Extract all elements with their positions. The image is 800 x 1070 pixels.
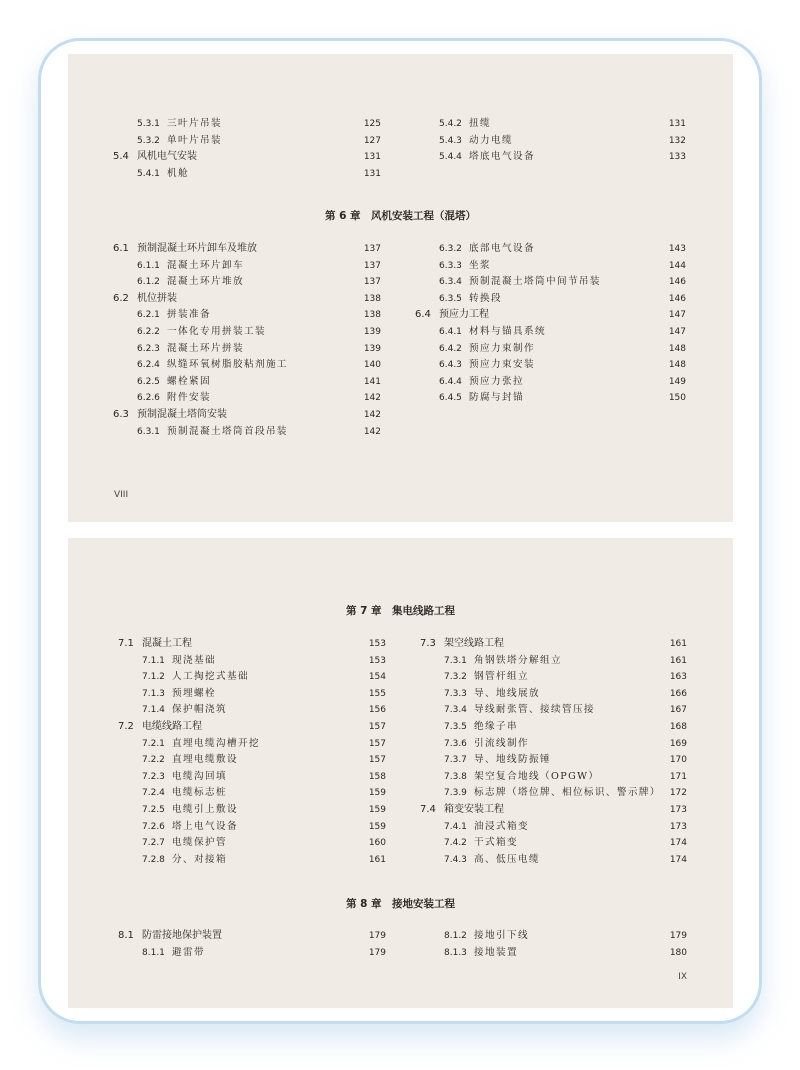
toc-entry-page: 131	[363, 168, 381, 179]
toc-entry-page: 156	[368, 705, 386, 716]
toc-entry-page: 144	[668, 260, 686, 271]
toc-entry-title: 风机电气安装	[137, 151, 197, 163]
toc-section-entry[interactable]	[113, 149, 381, 166]
toc-entry-number: 5.4.3	[439, 135, 462, 146]
toc-entry-title: 绝缘子串	[474, 720, 518, 732]
page-number: VIII	[114, 490, 129, 500]
toc-column-ch6-left	[113, 241, 381, 440]
toc-subsection-entry[interactable]	[420, 852, 687, 869]
toc-subsection-entry[interactable]	[415, 374, 686, 391]
toc-subsection-entry[interactable]	[118, 702, 386, 719]
toc-subsection-entry[interactable]	[113, 424, 381, 441]
toc-entry-title: 电缆线路工程	[142, 720, 202, 732]
toc-entry-title: 避雷带	[172, 946, 205, 958]
toc-entry-title: 直埋电缆沟槽开挖	[172, 737, 260, 749]
toc-entry-number: 7.3.9	[444, 788, 467, 799]
toc-entry-title: 转换段	[469, 292, 502, 304]
toc-subsection-entry[interactable]	[420, 702, 687, 719]
toc-subsection-entry[interactable]	[118, 736, 386, 753]
toc-entry-number: 6.3.1	[137, 426, 160, 437]
toc-entry-title: 预应力张拉	[469, 375, 524, 387]
toc-section-entry[interactable]	[113, 291, 381, 308]
toc-subsection-entry[interactable]	[420, 945, 687, 962]
toc-entry-page: 150	[668, 393, 686, 404]
toc-section-entry[interactable]	[113, 407, 381, 424]
toc-entry-title: 预埋螺栓	[172, 687, 216, 699]
toc-entry-title: 预制混凝土塔筒首段吊装	[167, 425, 288, 437]
toc-entry-title: 附件安装	[167, 392, 211, 404]
toc-entry-page: 142	[363, 393, 381, 404]
toc-entry-number: 7.2.5	[142, 804, 165, 815]
toc-entry-number: 5.3.1	[137, 119, 160, 129]
toc-entry-title: 单叶片吊装	[167, 134, 222, 146]
toc-entry-page: 171	[669, 771, 687, 782]
toc-entry-page: 153	[368, 639, 386, 649]
toc-entry-number: 6.2.6	[137, 393, 160, 404]
toc-entry-page: 155	[368, 688, 386, 699]
toc-entry-title: 防雷接地保护装置	[142, 930, 222, 941]
toc-entry-title: 底部电气设备	[469, 243, 535, 254]
toc-subsection-entry[interactable]	[415, 133, 686, 150]
toc-entry-number: 7.1.1	[142, 655, 165, 666]
toc-subsection-entry[interactable]	[420, 719, 687, 736]
toc-entry-title: 电缆沟回填	[172, 770, 227, 782]
toc-column-ch8-right	[420, 928, 687, 961]
toc-subsection-entry[interactable]	[415, 324, 686, 341]
toc-entry-number: 7.2.7	[142, 838, 165, 849]
toc-entry-number: 8.1.2	[444, 931, 467, 941]
toc-entry-title: 导、地线展放	[474, 687, 540, 699]
toc-subsection-entry[interactable]	[113, 324, 381, 341]
toc-section-entry[interactable]	[420, 636, 687, 653]
toc-entry-number: 8.1.1	[142, 947, 165, 958]
toc-entry-title: 预应力工程	[439, 309, 489, 321]
toc-subsection-entry[interactable]	[415, 149, 686, 166]
toc-entry-number: 7.3	[420, 638, 436, 649]
toc-entry-page: 148	[668, 343, 686, 354]
toc-entry-title: 机位拼装	[137, 292, 177, 304]
toc-entry-number: 6.4.3	[439, 360, 462, 371]
toc-entry-page: 139	[363, 326, 381, 337]
toc-subsection-entry[interactable]	[415, 341, 686, 358]
toc-entry-title: 预应力束安装	[469, 359, 535, 371]
toc-subsection-entry[interactable]	[113, 341, 381, 358]
toc-entry-number: 7.3.3	[444, 688, 467, 699]
toc-entry-number: 7.3.6	[444, 738, 467, 749]
toc-entry-page: 159	[368, 804, 386, 815]
toc-subsection-entry[interactable]	[415, 390, 686, 407]
chapter-7-heading: 第 7 章 集电线路工程	[345, 605, 456, 617]
toc-section-entry[interactable]	[113, 241, 381, 258]
toc-entry-title: 电缆保护管	[172, 837, 227, 849]
toc-entry-page: 160	[368, 838, 386, 849]
toc-entry-number: 6.1.1	[137, 260, 160, 271]
toc-subsection-entry[interactable]	[113, 374, 381, 391]
toc-entry-title: 一体化专用拼装工装	[167, 325, 266, 337]
toc-entry-page: 142	[363, 426, 381, 437]
toc-subsection-entry[interactable]	[420, 736, 687, 753]
toc-entry-title: 高、低压电缆	[474, 853, 540, 865]
toc-entry-title: 塔上电气设备	[172, 820, 238, 832]
toc-subsection-entry[interactable]	[118, 785, 386, 802]
toc-subsection-entry[interactable]	[118, 769, 386, 786]
toc-section-entry[interactable]	[118, 719, 386, 736]
toc-entry-title: 接地装置	[474, 946, 518, 958]
toc-entry-number: 6.3.3	[439, 260, 462, 271]
toc-entry-page: 147	[668, 326, 686, 337]
toc-entry-page: 172	[669, 788, 687, 799]
toc-page-viii	[68, 54, 733, 522]
toc-entry-number: 7.3.2	[444, 672, 467, 683]
toc-entry-number: 7.1.3	[142, 688, 165, 699]
toc-column-top-left	[113, 116, 381, 182]
toc-entry-page: 179	[368, 931, 386, 941]
toc-entry-title: 导线耐张管、接续管压接	[474, 704, 595, 716]
toc-subsection-entry[interactable]	[420, 669, 687, 686]
toc-entry-page: 137	[363, 244, 381, 254]
toc-entry-number: 6.2.5	[137, 376, 160, 387]
toc-entry-number: 8.1.3	[444, 947, 467, 958]
toc-entry-number: 6.4.4	[439, 376, 462, 387]
toc-subsection-entry[interactable]	[420, 686, 687, 703]
toc-entry-page: 163	[669, 672, 687, 683]
toc-entry-number: 6.2.3	[137, 343, 160, 354]
toc-entry-title: 扭缆	[469, 118, 491, 129]
toc-entry-title: 防腐与封锚	[469, 392, 524, 404]
toc-subsection-entry[interactable]	[420, 653, 687, 670]
toc-entry-number: 5.4.2	[439, 119, 462, 129]
toc-entry-title: 角钢铁塔分解组立	[474, 654, 562, 666]
toc-entry-title: 钢管杆组立	[474, 671, 529, 683]
toc-subsection-entry[interactable]	[118, 669, 386, 686]
toc-entry-page: 142	[363, 409, 381, 420]
toc-entry-number: 6.3.5	[439, 293, 462, 304]
toc-entry-page: 131	[668, 119, 686, 129]
toc-entry-title: 材料与锚具系统	[469, 325, 546, 337]
toc-entry-page: 149	[668, 376, 686, 387]
toc-column-ch8-left	[118, 928, 386, 961]
toc-subsection-entry[interactable]	[118, 945, 386, 962]
toc-entry-page: 168	[669, 721, 687, 732]
toc-entry-page: 166	[669, 688, 687, 699]
toc-entry-number: 7.1.2	[142, 672, 165, 683]
toc-entry-title: 人工掏挖式基础	[172, 671, 249, 683]
toc-entry-page: 179	[368, 947, 386, 958]
toc-entry-page: 167	[669, 705, 687, 716]
toc-subsection-entry[interactable]	[118, 835, 386, 852]
toc-entry-title: 拼装准备	[167, 309, 211, 321]
toc-entry-page: 161	[669, 639, 687, 649]
toc-subsection-entry[interactable]	[118, 852, 386, 869]
toc-entry-title: 混凝土工程	[142, 638, 192, 649]
toc-entry-number: 6.2.2	[137, 326, 160, 337]
toc-entry-title: 现浇基础	[172, 654, 216, 666]
toc-entry-page: 143	[668, 244, 686, 254]
toc-entry-number: 7.3.5	[444, 721, 467, 732]
toc-entry-page: 174	[669, 838, 687, 849]
toc-entry-number: 5.4.1	[137, 168, 160, 179]
toc-entry-page: 157	[368, 721, 386, 732]
toc-subsection-entry[interactable]	[415, 357, 686, 374]
toc-entry-number: 8.1	[118, 930, 134, 941]
toc-entry-number: 7.3.1	[444, 655, 467, 666]
toc-entry-page: 132	[668, 135, 686, 146]
toc-entry-title: 箱变安装工程	[444, 803, 504, 815]
toc-entry-number: 6.4.1	[439, 326, 462, 337]
toc-entry-number: 6.2.4	[137, 360, 160, 371]
toc-subsection-entry[interactable]	[415, 291, 686, 308]
toc-entry-number: 7.3.8	[444, 771, 467, 782]
toc-section-entry[interactable]	[118, 928, 386, 945]
toc-entry-page: 137	[363, 277, 381, 288]
toc-entry-page: 169	[669, 738, 687, 749]
toc-entry-title: 塔底电气设备	[469, 151, 535, 163]
toc-entry-number: 5.4	[113, 151, 129, 163]
toc-entry-page: 159	[368, 821, 386, 832]
toc-entry-page: 157	[368, 738, 386, 749]
toc-entry-number: 7.2.6	[142, 821, 165, 832]
toc-entry-title: 坐浆	[469, 259, 491, 271]
toc-subsection-entry[interactable]	[420, 928, 687, 945]
toc-entry-number: 7.4.1	[444, 821, 467, 832]
toc-entry-page: 133	[668, 152, 686, 163]
toc-subsection-entry[interactable]	[118, 653, 386, 670]
toc-entry-page: 159	[368, 788, 386, 799]
toc-entry-number: 6.3.4	[439, 277, 462, 288]
toc-entry-title: 架空线路工程	[444, 638, 504, 649]
toc-page-ix	[68, 538, 733, 1008]
toc-subsection-entry[interactable]	[113, 116, 381, 133]
toc-entry-title: 保护帽浇筑	[172, 704, 227, 716]
toc-entry-number: 5.3.2	[137, 135, 160, 146]
toc-entry-title: 预制混凝土环片卸车及堆放	[137, 243, 257, 254]
toc-entry-page: 131	[363, 152, 381, 163]
toc-section-entry[interactable]	[415, 307, 686, 324]
toc-entry-title: 纵缝环氧树脂胶粘剂施工	[167, 359, 288, 371]
toc-entry-title: 引流线制作	[474, 737, 529, 749]
toc-subsection-entry[interactable]	[118, 802, 386, 819]
toc-subsection-entry[interactable]	[415, 258, 686, 275]
toc-entry-number: 7.2.4	[142, 788, 165, 799]
toc-entry-title: 电缆标志桩	[172, 787, 227, 799]
toc-entry-number: 7.4.3	[444, 854, 467, 865]
toc-entry-page: 148	[668, 360, 686, 371]
toc-entry-page: 180	[669, 947, 687, 958]
toc-entry-page: 147	[668, 310, 686, 321]
toc-entry-page: 138	[363, 293, 381, 304]
toc-entry-page: 158	[368, 771, 386, 782]
toc-entry-number: 7.2	[118, 720, 134, 732]
toc-entry-page: 179	[669, 931, 687, 941]
toc-column-top-right	[415, 116, 686, 166]
toc-entry-page: 138	[363, 310, 381, 321]
toc-subsection-entry[interactable]	[420, 752, 687, 769]
toc-entry-title: 混凝土环片拼装	[167, 342, 244, 354]
toc-entry-page: 161	[368, 854, 386, 865]
toc-entry-page: 173	[669, 804, 687, 815]
toc-entry-number: 7.2.3	[142, 771, 165, 782]
toc-subsection-entry[interactable]	[420, 785, 687, 802]
toc-entry-title: 机舱	[167, 167, 189, 179]
toc-subsection-entry[interactable]	[118, 752, 386, 769]
toc-subsection-entry[interactable]	[113, 258, 381, 275]
toc-entry-number: 6.1	[113, 243, 129, 254]
toc-column-ch7-left	[118, 636, 386, 868]
toc-entry-number: 7.2.8	[142, 854, 165, 865]
toc-entry-title: 架空复合地线（OPGW）	[474, 770, 600, 782]
toc-entry-page: 173	[669, 821, 687, 832]
toc-entry-title: 动力电缆	[469, 134, 513, 146]
toc-entry-title: 接地引下线	[474, 930, 529, 941]
toc-entry-number: 7.2.1	[142, 738, 165, 749]
toc-entry-number: 5.4.4	[439, 152, 462, 163]
toc-entry-number: 6.2	[113, 292, 129, 304]
toc-entry-title: 标志牌（塔位牌、相位标识、警示牌）	[474, 787, 661, 799]
toc-subsection-entry[interactable]	[118, 686, 386, 703]
toc-entry-page: 174	[669, 854, 687, 865]
toc-subsection-entry[interactable]	[420, 835, 687, 852]
toc-subsection-entry[interactable]	[415, 241, 686, 258]
toc-subsection-entry[interactable]	[415, 274, 686, 291]
toc-subsection-entry[interactable]	[420, 769, 687, 786]
toc-entry-title: 导、地线防振锤	[474, 754, 551, 766]
toc-subsection-entry[interactable]	[113, 274, 381, 291]
toc-entry-number: 7.3.7	[444, 755, 467, 766]
toc-entry-page: 146	[668, 293, 686, 304]
toc-entry-title: 混凝土环片堆放	[167, 276, 244, 288]
toc-entry-number: 6.2.1	[137, 310, 160, 321]
toc-subsection-entry[interactable]	[113, 390, 381, 407]
toc-entry-number: 7.4.2	[444, 838, 467, 849]
page-number: IX	[678, 972, 687, 982]
toc-entry-page: 157	[368, 755, 386, 766]
toc-section-entry[interactable]	[118, 636, 386, 653]
toc-entry-number: 6.4	[415, 309, 431, 321]
toc-subsection-entry[interactable]	[118, 819, 386, 836]
toc-entry-title: 直埋电缆敷设	[172, 754, 238, 766]
toc-entry-page: 146	[668, 277, 686, 288]
toc-entry-page: 153	[368, 655, 386, 666]
toc-entry-number: 6.4.5	[439, 393, 462, 404]
toc-subsection-entry[interactable]	[113, 166, 381, 183]
toc-entry-number: 7.1.4	[142, 705, 165, 716]
toc-entry-page: 140	[363, 360, 381, 371]
toc-entry-page: 127	[363, 135, 381, 146]
toc-entry-title: 混凝土环片卸车	[167, 259, 244, 271]
toc-entry-title: 预制混凝土塔筒安装	[137, 408, 227, 420]
toc-entry-number: 7.4	[420, 803, 436, 815]
toc-entry-number: 6.3	[113, 408, 129, 420]
toc-entry-page: 139	[363, 343, 381, 354]
toc-column-ch7-right	[420, 636, 687, 868]
toc-entry-page: 125	[363, 119, 381, 129]
toc-entry-page: 141	[363, 376, 381, 387]
chapter-8-heading: 第 8 章 接地安装工程	[345, 898, 456, 910]
toc-entry-number: 6.3.2	[439, 244, 462, 254]
toc-entry-number: 6.1.2	[137, 277, 160, 288]
toc-entry-number: 7.1	[118, 638, 134, 649]
chapter-6-heading: 第 6 章 风机安装工程（混塔）	[324, 210, 477, 222]
toc-entry-title: 电缆引上敷设	[172, 803, 238, 815]
toc-entry-page: 154	[368, 672, 386, 683]
toc-subsection-entry[interactable]	[113, 357, 381, 374]
toc-entry-page: 137	[363, 260, 381, 271]
toc-subsection-entry[interactable]	[113, 133, 381, 150]
toc-subsection-entry[interactable]	[420, 819, 687, 836]
toc-entry-page: 170	[669, 755, 687, 766]
toc-entry-title: 油浸式箱变	[474, 820, 529, 832]
toc-entry-number: 6.4.2	[439, 343, 462, 354]
toc-section-entry[interactable]	[420, 802, 687, 819]
toc-entry-title: 三叶片吊装	[167, 118, 222, 129]
toc-entry-title: 螺栓紧固	[167, 375, 211, 387]
toc-entry-title: 分、对接箱	[172, 853, 227, 865]
toc-entry-title: 干式箱变	[474, 837, 518, 849]
toc-entry-number: 7.3.4	[444, 705, 467, 716]
toc-subsection-entry[interactable]	[113, 307, 381, 324]
toc-entry-number: 7.2.2	[142, 755, 165, 766]
toc-entry-title: 预应力束制作	[469, 342, 535, 354]
toc-entry-title: 预制混凝土塔筒中间节吊装	[469, 276, 601, 288]
toc-subsection-entry[interactable]	[415, 116, 686, 133]
toc-entry-page: 161	[669, 655, 687, 666]
toc-column-ch6-right	[415, 241, 686, 407]
